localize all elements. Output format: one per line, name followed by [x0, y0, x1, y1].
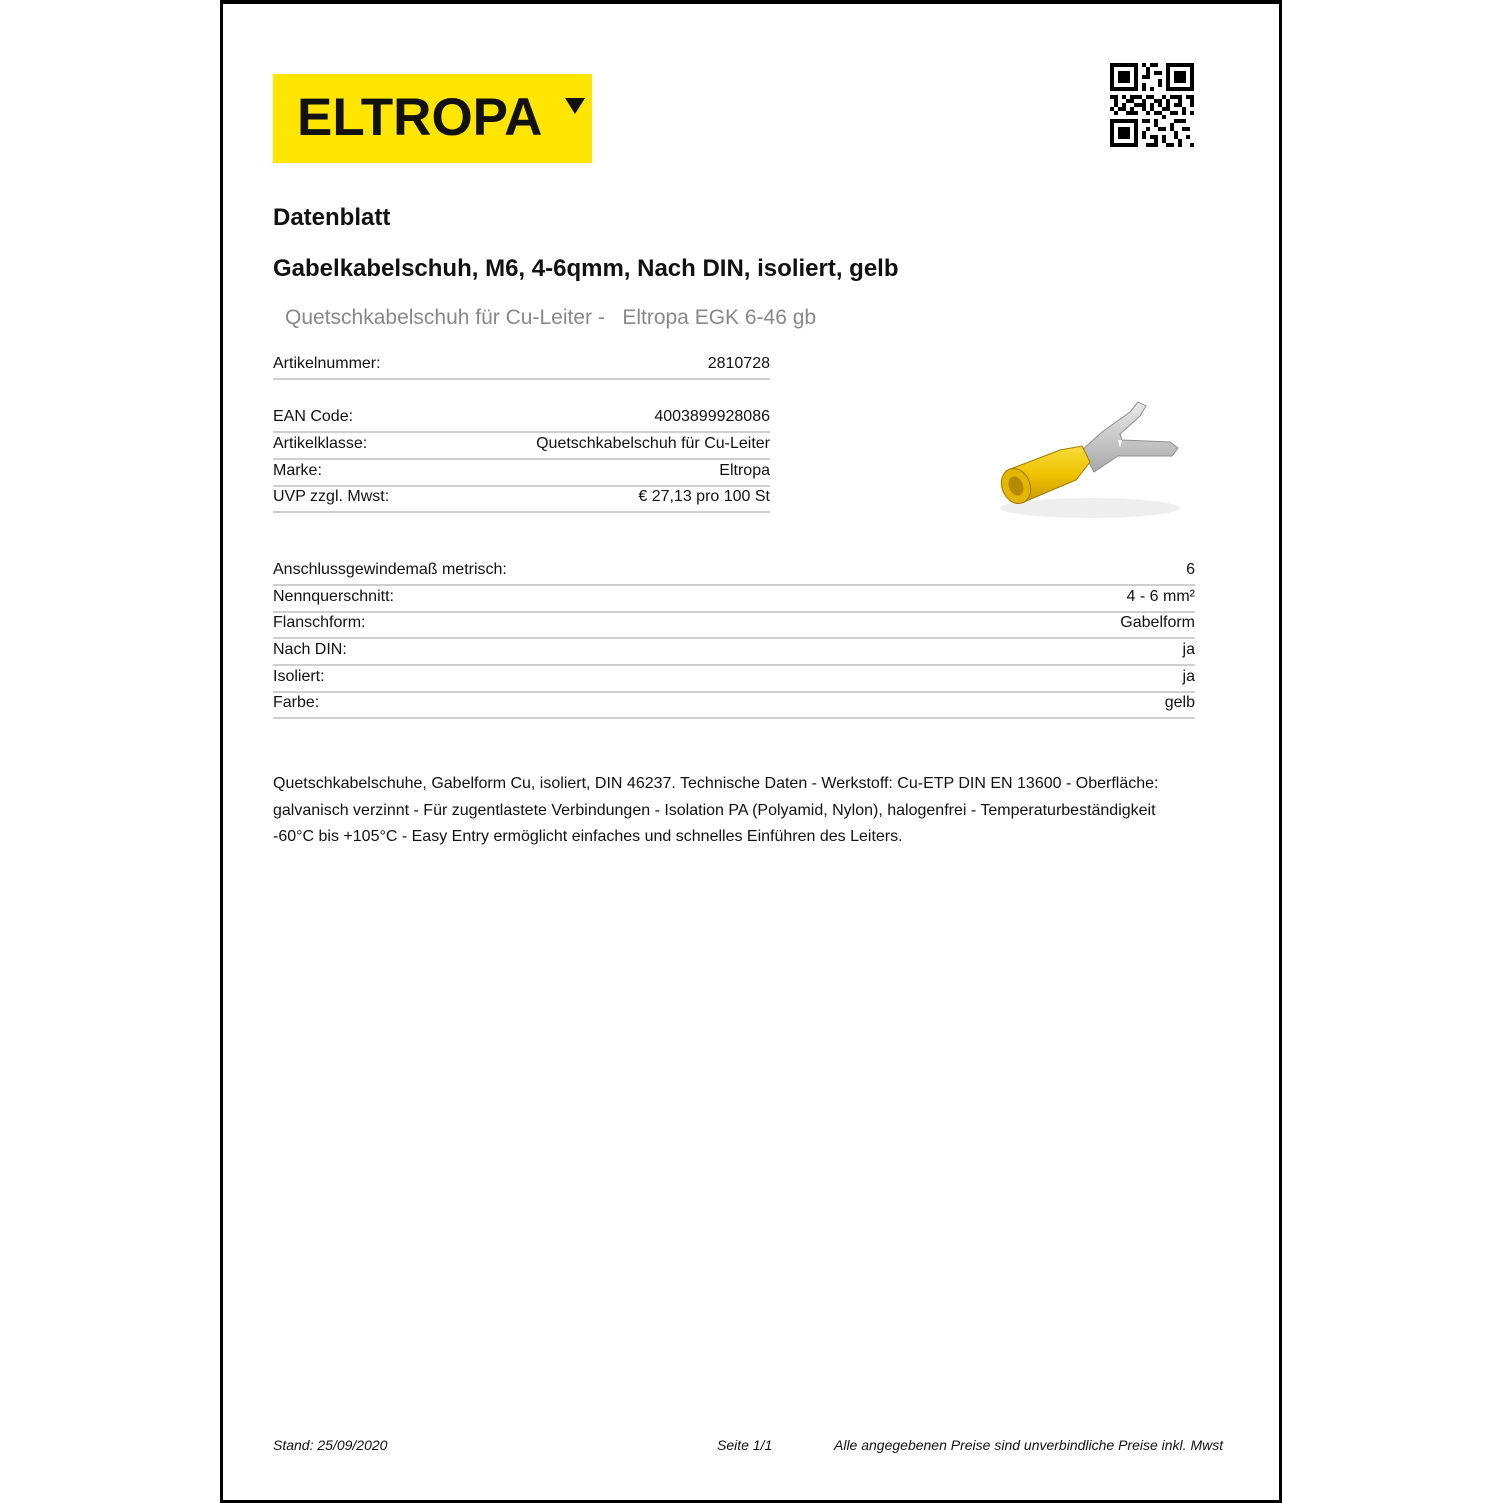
spec-row-cross-section — [273, 585, 1195, 613]
footer-page: Seite 1/1 — [717, 1437, 773, 1453]
row-label: Nach DIN: — [273, 641, 347, 658]
row-value: 4003899928086 — [654, 408, 770, 425]
eltropa-logo — [273, 74, 592, 163]
row-label: Flanschform: — [273, 614, 366, 631]
row-value: Quetschkabelschuh für Cu-Leiter — [536, 435, 770, 452]
row-label: Artikelnummer: — [273, 355, 381, 372]
row-value: Gabelform — [1120, 614, 1195, 631]
row-label: Artikelklasse: — [273, 435, 368, 452]
logo-text: ELTROPA — [297, 88, 543, 147]
spec-row-din — [273, 638, 1195, 666]
row-value: 4 - 6 mm² — [1126, 588, 1195, 605]
info-row-brand — [273, 459, 770, 487]
row-value: ja — [1182, 668, 1195, 685]
footer-date: Stand: 25/09/2020 — [273, 1437, 388, 1453]
row-value: ja — [1182, 641, 1195, 658]
info-row-class — [273, 432, 770, 460]
product-subtitle: Quetschkabelschuh für Cu-Leiter - Eltropa EGK 6-46 gb — [285, 306, 817, 329]
row-label: EAN Code: — [273, 408, 354, 425]
row-value: € 27,13 pro 100 St — [638, 488, 770, 505]
spec-row-insulated — [273, 665, 1195, 693]
qr-code-icon — [1110, 63, 1194, 147]
info-row-ean — [273, 405, 770, 433]
product-description: Quetschkabelschuhe, Gabelform Cu, isoliert, DIN 46237. Technische Daten - Werkstoff: Cu-ETP DIN EN 13600 - Oberfläche: galvanisch verzinnt - Für zugentlastete Verbindungen - Isolation PA (Polyamid, Nylon), halogenfrei - Temperaturbeständigkeit -60°C bis +105°C - Easy Entry ermöglicht einfaches und schnelles Einführen des Leiters. — [273, 775, 1159, 845]
spec-row-thread — [273, 558, 1195, 586]
row-value: gelb — [1164, 694, 1195, 711]
row-label: UVP zzgl. Mwst: — [273, 488, 390, 505]
row-value: Eltropa — [719, 462, 770, 479]
logo-triangle-icon — [565, 98, 585, 114]
spec-row-color — [273, 691, 1195, 719]
row-label: Nennquerschnitt: — [273, 588, 394, 605]
fork-cable-lug-image — [990, 390, 1190, 530]
row-label: Farbe: — [273, 694, 320, 711]
article-number-row — [273, 352, 770, 380]
footer-price-note: Alle angegebenen Preise sind unverbindliche Preise inkl. Mwst — [834, 1437, 1224, 1453]
row-label: Marke: — [273, 462, 322, 479]
row-label: Isoliert: — [273, 668, 325, 685]
row-label: Anschlussgewindemaß metrisch: — [273, 561, 507, 578]
row-value: 6 — [1186, 561, 1195, 578]
row-value: 2810728 — [707, 355, 770, 372]
info-row-price — [273, 485, 770, 513]
product-title: Gabelkabelschuh, M6, 4-6qmm, Nach DIN, isoliert, gelb — [273, 255, 899, 282]
spec-row-flange — [273, 611, 1195, 639]
page-heading: Datenblatt — [273, 204, 391, 231]
